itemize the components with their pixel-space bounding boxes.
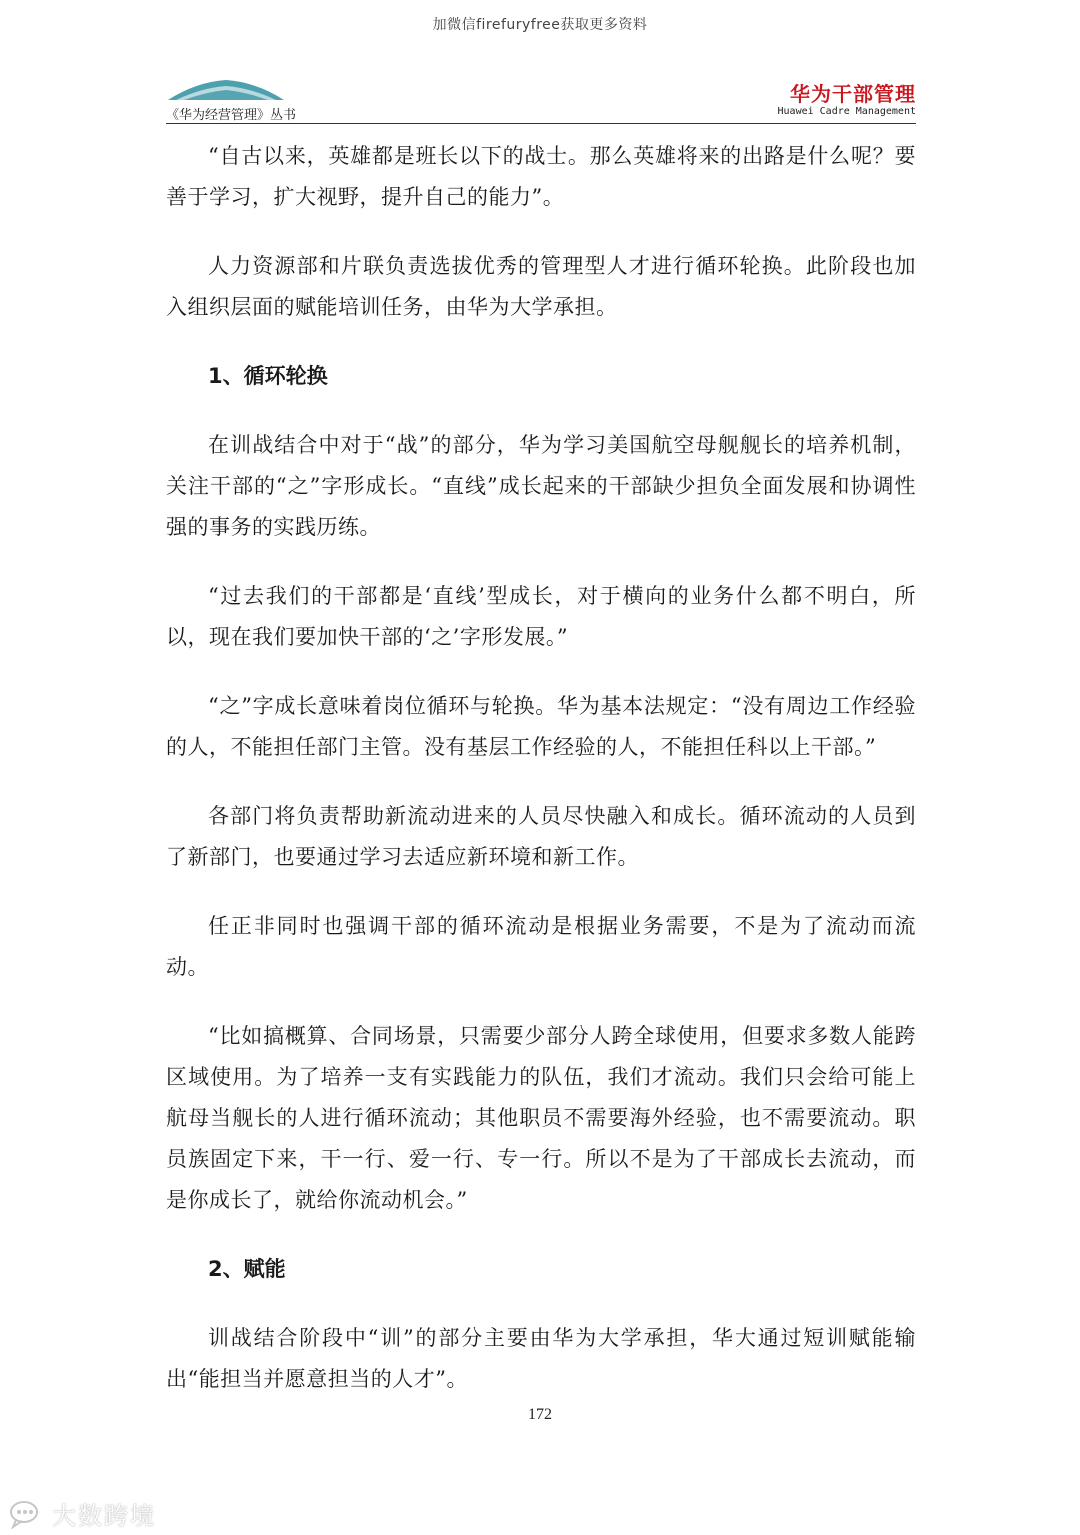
paragraph: 任正非同时也强调干部的循环流动是根据业务需要，不是为了流动而流动。 — [166, 914, 916, 979]
page-number: 172 — [528, 1406, 552, 1423]
header-divider — [166, 123, 916, 124]
paragraph: 在训战结合中对于“战”的部分，华为学习美国航空母舰舰长的培养机制，关注干部的“之”字形成长。“直线”成长起来的干部缺少担负全面发展和协调性强的事务的实践历练。 — [166, 433, 916, 539]
page-content — [166, 136, 916, 1428]
mountain-logo-icon — [166, 76, 286, 104]
page-header — [166, 70, 916, 126]
top-note: 加微信firefuryfree获取更多资料 — [432, 17, 648, 33]
paragraph: “自古以来，英雄都是班长以下的战士。那么英雄将来的出路是什么呢？要善于学习，扩大视野，提升自己的能力”。 — [166, 144, 916, 209]
section-heading: 1、循环轮换 — [208, 364, 328, 388]
paragraph: “过去我们的干部都是‘直线’型成长，对于横向的业务什么都不明白，所以，现在我们要加快干部的‘之’字形发展。” — [166, 584, 916, 649]
brand-title: 华为干部管理 — [790, 82, 916, 106]
chat-bubble-icon — [8, 1499, 48, 1529]
paragraph: 人力资源部和片联负责选拔优秀的管理型人才进行循环轮换。此阶段也加入组织层面的赋能培训任务，由华为大学承担。 — [166, 254, 916, 319]
paragraph: 各部门将负责帮助新流动进来的人员尽快融入和成长。循环流动的人员到了新部门，也要通过学习去适应新环境和新工作。 — [166, 804, 916, 869]
section-heading: 2、赋能 — [208, 1257, 286, 1281]
series-title: 《华为经营管理》丛书 — [166, 108, 297, 123]
paragraph: 训战结合阶段中“训”的部分主要由华为大学承担，华大通过短训赋能输出“能担当并愿意担当的人才”。 — [166, 1326, 916, 1391]
paragraph: “比如搞概算、合同场景，只需要少部分人跨全球使用，但要求多数人能跨区域使用。为了培养一支有实践能力的队伍，我们才流动。我们只会给可能上航母当舰长的人进行循环流动；其他职员不需要海外经验，也不需要流动。职员族固定下来，干一行、爱一行、专一行。所以不是为了干部成长去流动，而是你成长了，就给你流动机会。” — [166, 1024, 916, 1212]
paragraph: “之”字成长意味着岗位循环与轮换。华为基本法规定：“没有周边工作经验的人，不能担任部门主管。没有基层工作经验的人，不能担任科以上干部。” — [166, 694, 916, 759]
watermark-text: 大数跨境 — [52, 1502, 156, 1530]
watermark — [8, 1496, 156, 1531]
brand-subtitle: Huawei Cadre Management — [777, 106, 916, 117]
